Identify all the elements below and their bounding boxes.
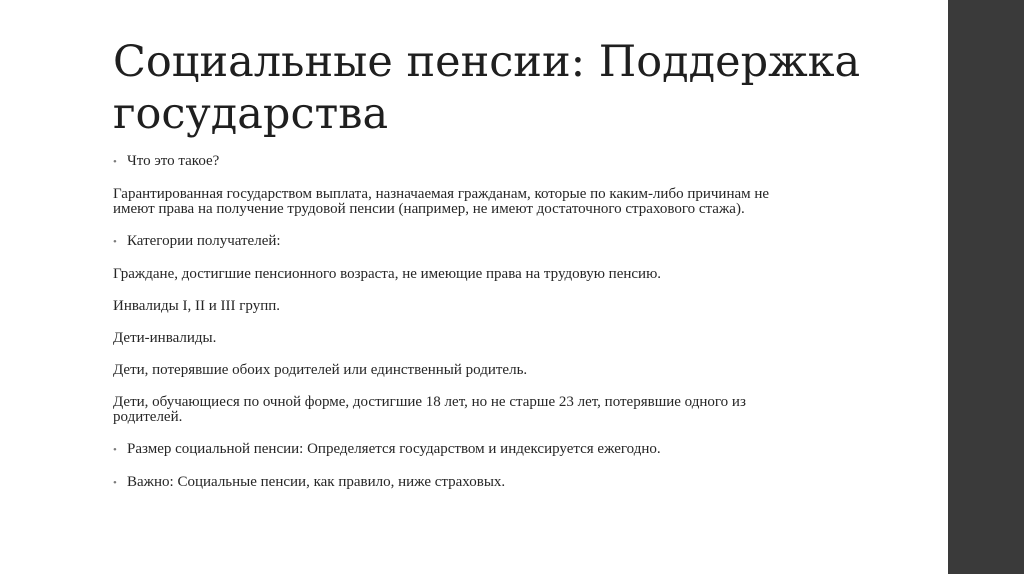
category-orphans: Дети, потерявшие обоих родителей или единственный родитель.: [113, 362, 528, 378]
bullet-important: [113, 475, 813, 491]
bullet-dot-icon: •: [113, 444, 117, 456]
category-pension-age: Граждане, достигшие пенсионного возраста, не имеющие права на трудовую пенсию.: [113, 266, 662, 282]
slide-title: Социальные пенсии: Поддержка государства: [113, 37, 861, 139]
slide-content: [113, 154, 813, 491]
bullet-text: Что это такое?: [127, 153, 220, 169]
bullet-text: Категории получателей:: [127, 233, 281, 249]
bullet-text: Размер социальной пенсии: Определяется государством и индексируется ежегодно.: [127, 441, 661, 457]
category-disabled-groups: Инвалиды I, II и III групп.: [113, 298, 281, 314]
category-students: Дети, обучающиеся по очной форме, достигшие 18 лет, но не старше 23 лет, потерявшие одного из родителей.: [113, 394, 746, 425]
side-strip: [948, 0, 1024, 574]
bullet-dot-icon: •: [113, 156, 117, 168]
category-disabled-children: Дети-инвалиды.: [113, 330, 217, 346]
definition-text: Гарантированная государством выплата, назначаемая гражданам, которые по каким-либо причинам не имеют права на получение трудовой пенсии (например, не имеют достаточного страхового стажа).: [113, 186, 770, 217]
bullet-pension-size: [113, 442, 813, 458]
bullet-dot-icon: •: [113, 236, 117, 248]
bullet-recipient-categories: [113, 234, 813, 250]
bullet-text: Важно: Социальные пенсии, как правило, ниже страховых.: [127, 474, 506, 490]
bullet-dot-icon: •: [113, 477, 117, 489]
bullet-what-is-it: [113, 154, 813, 170]
